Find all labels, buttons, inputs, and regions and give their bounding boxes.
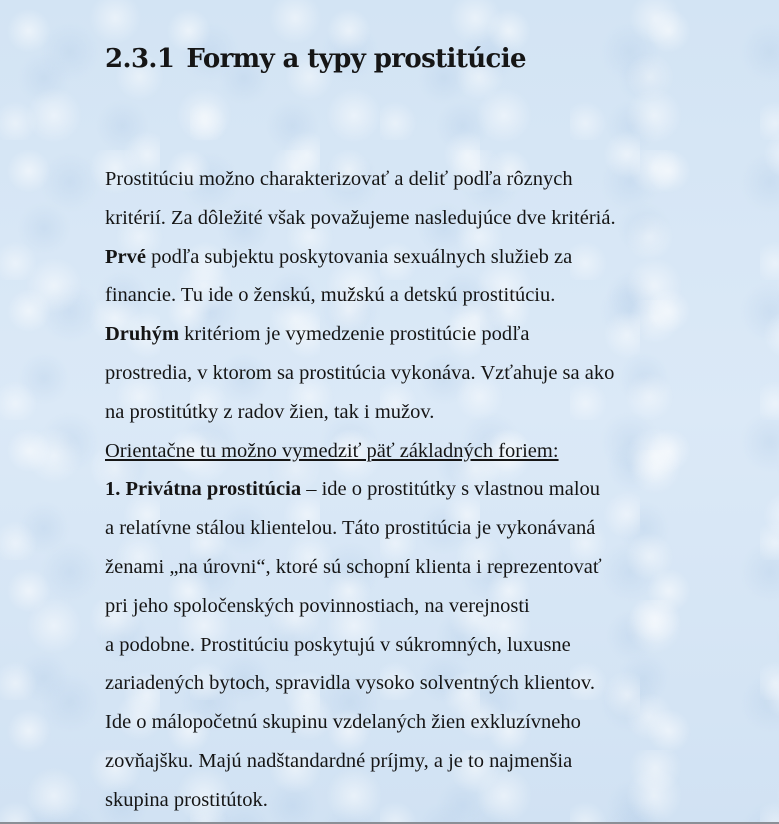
text-line [105, 315, 685, 354]
text-line [105, 199, 685, 238]
line-text: a relatívne stálou klientelou. Táto prostitúcia je vykonávaná [105, 517, 596, 540]
line-text: skupina prostitútok. [105, 788, 268, 811]
line-text: financie. Tu ide o ženskú, mužskú a detskú prostitúciu. [105, 284, 556, 307]
text-line [105, 548, 685, 587]
text-line [105, 703, 685, 742]
text-line [105, 276, 685, 315]
section-title: Formy a typy prostitúcie [186, 44, 526, 74]
text-line [105, 742, 685, 781]
line-text: Prostitúciu možno charakterizovať a deliť podľa rôznych [105, 168, 573, 190]
line-text: Ide o málopočetnú skupinu vzdelaných žien exkluzívneho [105, 711, 581, 734]
text-line [105, 432, 685, 471]
text-line [105, 509, 685, 548]
line-text: zariadených bytoch, spravidla vysoko solventných klientov. [105, 672, 595, 695]
line-text: prostredia, v ktorom sa prostitúcia vykonáva. Vzťahuje sa ako [105, 361, 615, 384]
text-line [105, 160, 685, 199]
line-text: na prostitútky z radov žien, tak i mužov. [105, 400, 435, 423]
bold-term: Prvé [105, 245, 146, 268]
text-line [105, 587, 685, 626]
text-line [105, 664, 685, 703]
text-line [105, 238, 685, 277]
underlined-subheading: Orientačne tu možno vymedziť päť základných foriem: [105, 439, 559, 462]
line-text: kritérií. Za dôležité však považujeme nasledujúce dve kritériá. [105, 206, 616, 229]
bold-term: 1. Privátna prostitúcia [105, 478, 302, 501]
line-text: a podobne. Prostitúciu poskytujú v súkromných, luxusne [105, 633, 571, 656]
text-line [105, 781, 685, 820]
line-text: pri jeho spoločenských povinnostiach, na verejnosti [105, 594, 530, 617]
text-line [105, 626, 685, 665]
line-text: ženami „na úrovni“, ktoré sú schopní klienta i reprezentovať [105, 555, 602, 578]
bold-term: Druhým [105, 323, 180, 346]
line-text: kritériom je vymedzenie prostitúcie podľa [179, 323, 530, 346]
text-line [105, 393, 685, 432]
line-text: podľa subjektu poskytovania sexuálnych služieb za [145, 245, 573, 268]
section-heading [105, 44, 526, 74]
line-text: – ide o prostitútky s vlastnou malou [301, 478, 601, 501]
text-line [105, 470, 685, 509]
line-text: zovňajšku. Majú nadštandardné príjmy, a je to najmenšia [105, 749, 573, 772]
body-text [105, 160, 685, 820]
text-line [105, 354, 685, 393]
section-number: 2.3.1 [105, 44, 175, 74]
